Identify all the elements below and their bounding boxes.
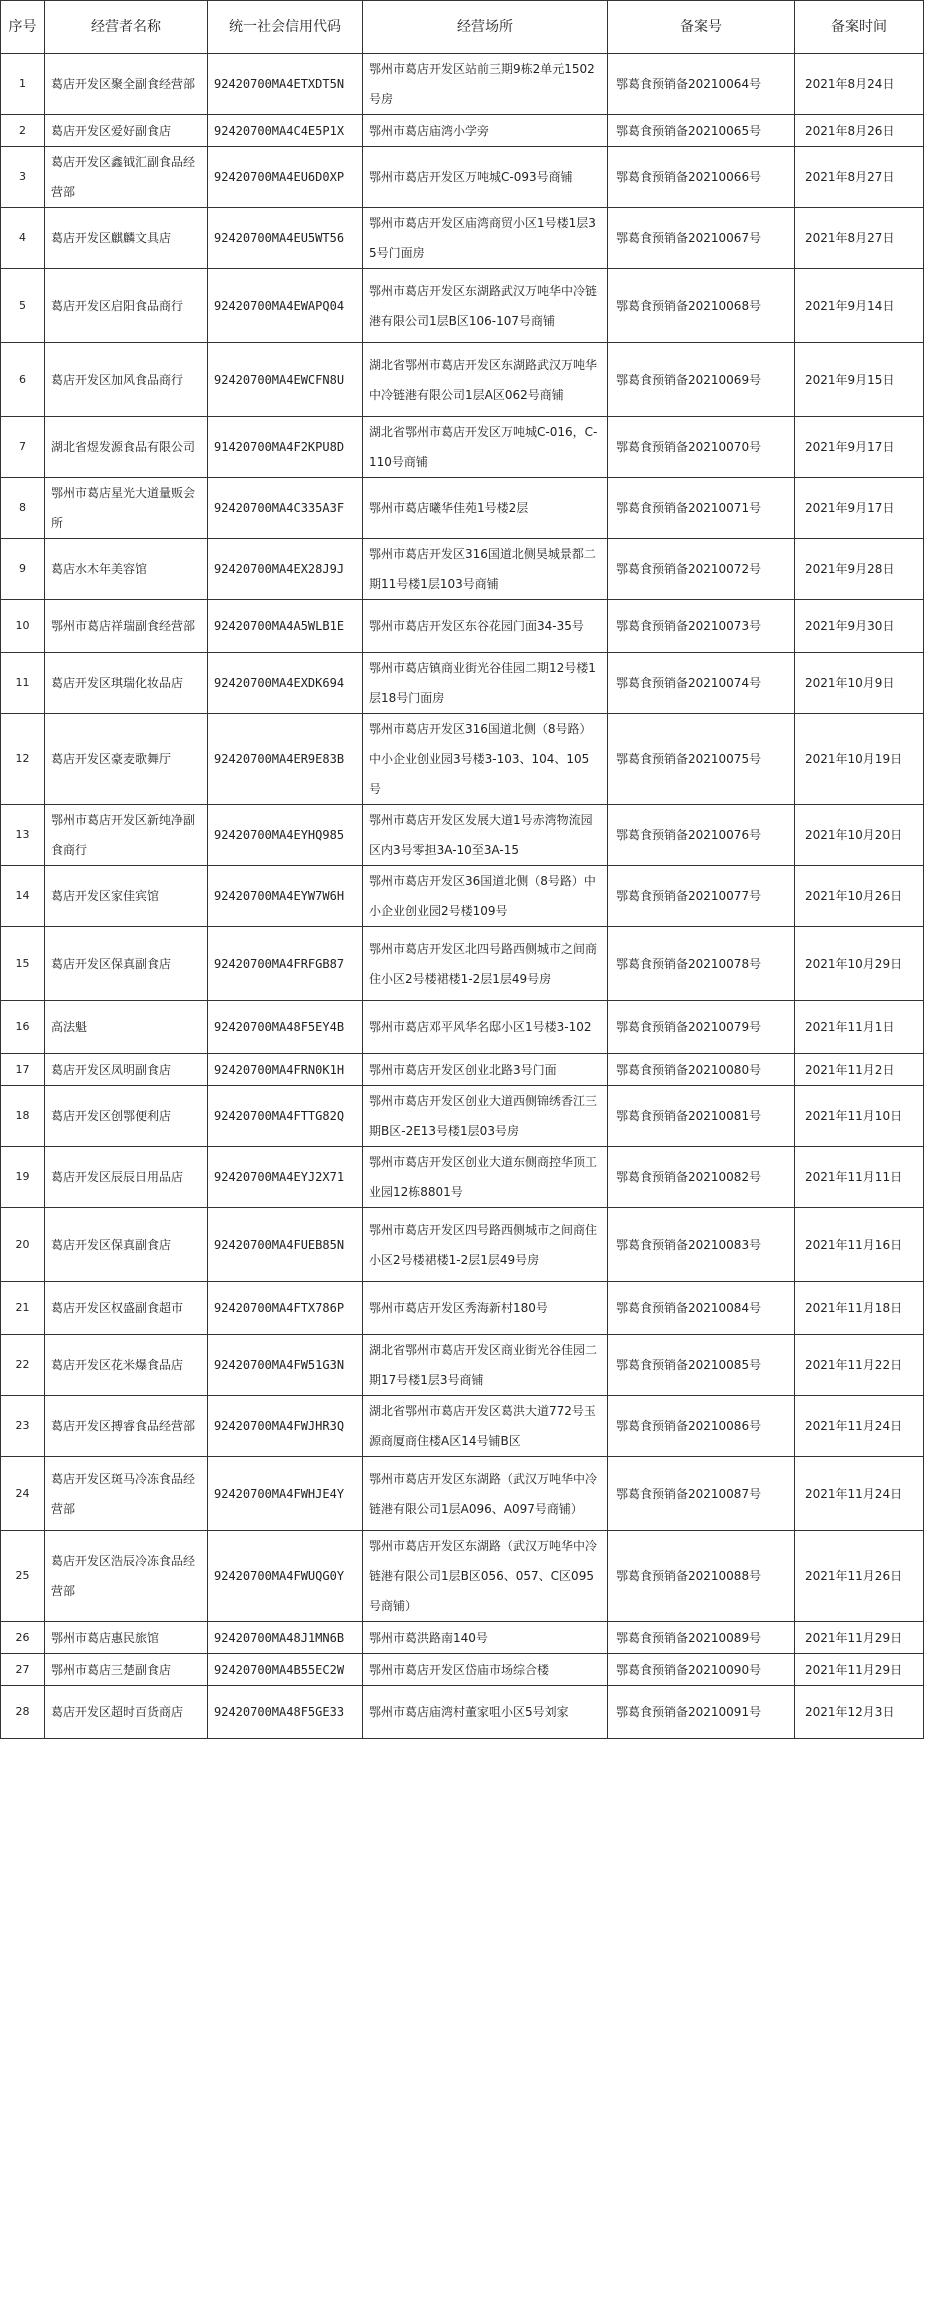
operator-name: 鄂州市葛店惠民旅馆 xyxy=(45,1622,208,1654)
credit-code: 92420700MA4FTTG82Q xyxy=(208,1086,363,1147)
business-address: 鄂州市葛店开发区岱庙市场综合楼 xyxy=(363,1654,608,1686)
operator-name: 鄂州市葛店祥瑞副食经营部 xyxy=(45,600,208,653)
row-number: 3 xyxy=(1,147,45,208)
credit-code: 92420700MA4A5WLB1E xyxy=(208,600,363,653)
table-row xyxy=(1,1086,924,1147)
operator-name: 葛店开发区超时百货商店 xyxy=(45,1686,208,1739)
business-address: 鄂州市葛店开发区北四号路西侧城市之间商住小区2号楼裙楼1-2层1层49号房 xyxy=(363,927,608,1001)
row-number: 19 xyxy=(1,1147,45,1208)
operator-name: 鄂州市葛店三楚副食店 xyxy=(45,1654,208,1686)
row-number: 10 xyxy=(1,600,45,653)
business-address: 鄂州市葛店庙湾小学旁 xyxy=(363,115,608,147)
operator-name: 葛店开发区搏睿食品经营部 xyxy=(45,1396,208,1457)
record-number: 鄂葛食预销备20210091号 xyxy=(608,1686,795,1739)
table-row xyxy=(1,1001,924,1054)
credit-code: 92420700MA4EYW7W6H xyxy=(208,866,363,927)
credit-code: 92420700MA4FWUQG0Y xyxy=(208,1531,363,1622)
credit-code: 92420700MA4FWJHR3Q xyxy=(208,1396,363,1457)
record-number: 鄂葛食预销备20210077号 xyxy=(608,866,795,927)
record-date: 2021年10月9日 xyxy=(795,653,924,714)
table-row xyxy=(1,269,924,343)
credit-code: 92420700MA4B55EC2W xyxy=(208,1654,363,1686)
record-number: 鄂葛食预销备20210082号 xyxy=(608,1147,795,1208)
header-record: 备案号 xyxy=(608,1,795,54)
operator-name: 葛店开发区斑马冷冻食品经营部 xyxy=(45,1457,208,1531)
business-address: 鄂州市葛店开发区36国道北侧（8号路）中小企业创业园2号楼109号 xyxy=(363,866,608,927)
operator-name: 葛店开发区辰辰日用品店 xyxy=(45,1147,208,1208)
record-number: 鄂葛食预销备20210065号 xyxy=(608,115,795,147)
record-number: 鄂葛食预销备20210086号 xyxy=(608,1396,795,1457)
operator-name: 葛店开发区保真副食店 xyxy=(45,927,208,1001)
row-number: 13 xyxy=(1,805,45,866)
record-date: 2021年11月22日 xyxy=(795,1335,924,1396)
record-number: 鄂葛食预销备20210084号 xyxy=(608,1282,795,1335)
business-address: 鄂州市葛店开发区316国道北侧（8号路）中小企业创业园3号楼3-103、104、105号 xyxy=(363,714,608,805)
credit-code: 92420700MA4EYJ2X71 xyxy=(208,1147,363,1208)
table-row xyxy=(1,1457,924,1531)
business-address: 鄂州市葛店开发区创业北路3号门面 xyxy=(363,1054,608,1086)
record-number: 鄂葛食预销备20210064号 xyxy=(608,54,795,115)
record-date: 2021年10月29日 xyxy=(795,927,924,1001)
record-date: 2021年8月26日 xyxy=(795,115,924,147)
business-address: 湖北省鄂州市葛店开发区万吨城C-016，C-110号商铺 xyxy=(363,417,608,478)
operator-name: 葛店开发区花米爆食品店 xyxy=(45,1335,208,1396)
business-address: 鄂州市葛店开发区四号路西侧城市之间商住小区2号楼裙楼1-2层1层49号房 xyxy=(363,1208,608,1282)
record-number: 鄂葛食预销备20210067号 xyxy=(608,208,795,269)
business-address: 鄂州市葛店开发区创业大道西侧锦绣香江三期B区-2E13号楼1层03号房 xyxy=(363,1086,608,1147)
table-row xyxy=(1,147,924,208)
row-number: 21 xyxy=(1,1282,45,1335)
row-number: 27 xyxy=(1,1654,45,1686)
row-number: 4 xyxy=(1,208,45,269)
business-address: 鄂州市葛店开发区万吨城C-093号商铺 xyxy=(363,147,608,208)
record-number: 鄂葛食预销备20210087号 xyxy=(608,1457,795,1531)
table-row xyxy=(1,1622,924,1654)
operator-name: 葛店水木年美容馆 xyxy=(45,539,208,600)
row-number: 28 xyxy=(1,1686,45,1739)
record-date: 2021年11月29日 xyxy=(795,1654,924,1686)
record-date: 2021年11月24日 xyxy=(795,1457,924,1531)
header-no: 序号 xyxy=(1,1,45,54)
row-number: 23 xyxy=(1,1396,45,1457)
operator-name: 葛店开发区爱好副食店 xyxy=(45,115,208,147)
credit-code: 92420700MA4FW51G3N xyxy=(208,1335,363,1396)
credit-code: 92420700MA4EYHQ985 xyxy=(208,805,363,866)
credit-code: 92420700MA4EU6D0XP xyxy=(208,147,363,208)
credit-code: 92420700MA4EU5WT56 xyxy=(208,208,363,269)
operator-name: 葛店开发区创鄂便利店 xyxy=(45,1086,208,1147)
record-date: 2021年8月27日 xyxy=(795,147,924,208)
record-number: 鄂葛食预销备20210076号 xyxy=(608,805,795,866)
business-address: 鄂州市葛店开发区东湖路（武汉万吨华中冷链港有限公司1层A096、A097号商铺） xyxy=(363,1457,608,1531)
table-row xyxy=(1,927,924,1001)
operator-name: 葛店开发区聚全副食经营部 xyxy=(45,54,208,115)
record-date: 2021年10月26日 xyxy=(795,866,924,927)
business-address: 鄂州市葛店开发区东湖路（武汉万吨华中冷链港有限公司1层B区056、057、C区095号商铺） xyxy=(363,1531,608,1622)
operator-name: 葛店开发区麒麟文具店 xyxy=(45,208,208,269)
row-number: 8 xyxy=(1,478,45,539)
record-number: 鄂葛食预销备20210090号 xyxy=(608,1654,795,1686)
record-number: 鄂葛食预销备20210071号 xyxy=(608,478,795,539)
record-date: 2021年11月26日 xyxy=(795,1531,924,1622)
operator-name: 葛店开发区家佳宾馆 xyxy=(45,866,208,927)
table-row xyxy=(1,653,924,714)
operator-name: 葛店开发区豪麦歌舞厅 xyxy=(45,714,208,805)
table-row xyxy=(1,343,924,417)
operator-name: 葛店开发区保真副食店 xyxy=(45,1208,208,1282)
operator-name: 鄂州市葛店开发区新纯净副食商行 xyxy=(45,805,208,866)
table-row xyxy=(1,1654,924,1686)
record-number: 鄂葛食预销备20210074号 xyxy=(608,653,795,714)
row-number: 20 xyxy=(1,1208,45,1282)
record-date: 2021年10月19日 xyxy=(795,714,924,805)
table-row xyxy=(1,1054,924,1086)
row-number: 25 xyxy=(1,1531,45,1622)
credit-code: 92420700MA48J1MN6B xyxy=(208,1622,363,1654)
record-date: 2021年11月24日 xyxy=(795,1396,924,1457)
credit-code: 92420700MA4EWAPQ04 xyxy=(208,269,363,343)
record-date: 2021年9月17日 xyxy=(795,417,924,478)
record-date: 2021年9月17日 xyxy=(795,478,924,539)
business-address: 鄂州市葛店开发区316国道北侧昊城景都二期11号楼1层103号商铺 xyxy=(363,539,608,600)
table-row xyxy=(1,417,924,478)
operator-name: 葛店开发区凤明副食店 xyxy=(45,1054,208,1086)
record-date: 2021年12月3日 xyxy=(795,1686,924,1739)
record-date: 2021年9月14日 xyxy=(795,269,924,343)
record-number: 鄂葛食预销备20210069号 xyxy=(608,343,795,417)
row-number: 12 xyxy=(1,714,45,805)
table-row xyxy=(1,539,924,600)
record-number: 鄂葛食预销备20210068号 xyxy=(608,269,795,343)
record-date: 2021年9月30日 xyxy=(795,600,924,653)
table-row xyxy=(1,1396,924,1457)
table-row xyxy=(1,866,924,927)
table-row xyxy=(1,54,924,115)
record-date: 2021年8月27日 xyxy=(795,208,924,269)
record-number: 鄂葛食预销备20210078号 xyxy=(608,927,795,1001)
record-date: 2021年11月10日 xyxy=(795,1086,924,1147)
credit-code: 92420700MA4EXDK694 xyxy=(208,653,363,714)
credit-code: 92420700MA4FTX786P xyxy=(208,1282,363,1335)
row-number: 11 xyxy=(1,653,45,714)
record-date: 2021年11月16日 xyxy=(795,1208,924,1282)
header-date: 备案时间 xyxy=(795,1,924,54)
table-body xyxy=(1,54,924,1739)
header-row xyxy=(1,1,924,54)
record-date: 2021年11月18日 xyxy=(795,1282,924,1335)
row-number: 15 xyxy=(1,927,45,1001)
table-row xyxy=(1,115,924,147)
record-number: 鄂葛食预销备20210073号 xyxy=(608,600,795,653)
table-row xyxy=(1,714,924,805)
row-number: 24 xyxy=(1,1457,45,1531)
operator-name: 葛店开发区琪瑞化妆品店 xyxy=(45,653,208,714)
credit-code: 92420700MA4ER9E83B xyxy=(208,714,363,805)
operator-name: 湖北省煜发源食品有限公司 xyxy=(45,417,208,478)
credit-code: 92420700MA4EX28J9J xyxy=(208,539,363,600)
row-number: 18 xyxy=(1,1086,45,1147)
header-name: 经营者名称 xyxy=(45,1,208,54)
business-address: 鄂州市葛店开发区东湖路武汉万吨华中冷链港有限公司1层B区106-107号商铺 xyxy=(363,269,608,343)
business-address: 鄂州市葛洪路南140号 xyxy=(363,1622,608,1654)
credit-code: 92420700MA4FRFGB87 xyxy=(208,927,363,1001)
operator-name: 高法魁 xyxy=(45,1001,208,1054)
record-number: 鄂葛食预销备20210083号 xyxy=(608,1208,795,1282)
header-address: 经营场所 xyxy=(363,1,608,54)
operator-name: 葛店开发区浩辰冷冻食品经营部 xyxy=(45,1531,208,1622)
table-row xyxy=(1,1147,924,1208)
record-number: 鄂葛食预销备20210081号 xyxy=(608,1086,795,1147)
business-address: 鄂州市葛店曦华佳苑1号楼2层 xyxy=(363,478,608,539)
record-date: 2021年11月1日 xyxy=(795,1001,924,1054)
credit-code: 92420700MA4FRN0K1H xyxy=(208,1054,363,1086)
operator-name: 葛店开发区权盛副食超市 xyxy=(45,1282,208,1335)
credit-code: 92420700MA4FUEB85N xyxy=(208,1208,363,1282)
table-row xyxy=(1,1531,924,1622)
table-row xyxy=(1,478,924,539)
row-number: 14 xyxy=(1,866,45,927)
record-date: 2021年9月15日 xyxy=(795,343,924,417)
row-number: 1 xyxy=(1,54,45,115)
operator-name: 葛店开发区加风食品商行 xyxy=(45,343,208,417)
row-number: 9 xyxy=(1,539,45,600)
business-address: 鄂州市葛店开发区东谷花园门面34-35号 xyxy=(363,600,608,653)
record-number: 鄂葛食预销备20210085号 xyxy=(608,1335,795,1396)
record-number: 鄂葛食预销备20210088号 xyxy=(608,1531,795,1622)
credit-code: 92420700MA4EWCFN8U xyxy=(208,343,363,417)
table-row xyxy=(1,1335,924,1396)
table-row xyxy=(1,1208,924,1282)
table-row xyxy=(1,805,924,866)
row-number: 16 xyxy=(1,1001,45,1054)
credit-code: 92420700MA4ETXDT5N xyxy=(208,54,363,115)
business-address: 鄂州市葛店庙湾村董家咀小区5号刘家 xyxy=(363,1686,608,1739)
business-address: 鄂州市葛店开发区创业大道东侧商控华顶工业园12栋8801号 xyxy=(363,1147,608,1208)
record-date: 2021年11月11日 xyxy=(795,1147,924,1208)
credit-code: 91420700MA4F2KPU8D xyxy=(208,417,363,478)
business-address: 鄂州市葛店开发区发展大道1号赤湾物流园区内3号零担3A-10至3A-15 xyxy=(363,805,608,866)
business-address: 湖北省鄂州市葛店开发区东湖路武汉万吨华中冷链港有限公司1层A区062号商铺 xyxy=(363,343,608,417)
table-row xyxy=(1,600,924,653)
row-number: 2 xyxy=(1,115,45,147)
table-row xyxy=(1,1686,924,1739)
record-date: 2021年11月2日 xyxy=(795,1054,924,1086)
credit-code: 92420700MA4C4E5P1X xyxy=(208,115,363,147)
credit-code: 92420700MA4FWHJE4Y xyxy=(208,1457,363,1531)
header-code: 统一社会信用代码 xyxy=(208,1,363,54)
record-date: 2021年10月20日 xyxy=(795,805,924,866)
row-number: 5 xyxy=(1,269,45,343)
operator-name: 葛店开发区鑫钺汇副食品经营部 xyxy=(45,147,208,208)
record-date: 2021年11月29日 xyxy=(795,1622,924,1654)
row-number: 26 xyxy=(1,1622,45,1654)
record-number: 鄂葛食预销备20210070号 xyxy=(608,417,795,478)
row-number: 7 xyxy=(1,417,45,478)
record-number: 鄂葛食预销备20210089号 xyxy=(608,1622,795,1654)
business-address: 湖北省鄂州市葛店开发区葛洪大道772号玉源商厦商住楼A区14号铺B区 xyxy=(363,1396,608,1457)
business-address: 鄂州市葛店开发区站前三期9栋2单元1502号房 xyxy=(363,54,608,115)
record-number: 鄂葛食预销备20210072号 xyxy=(608,539,795,600)
credit-code: 92420700MA48F5EY4B xyxy=(208,1001,363,1054)
row-number: 6 xyxy=(1,343,45,417)
record-number: 鄂葛食预销备20210080号 xyxy=(608,1054,795,1086)
business-address: 鄂州市葛店镇商业街光谷佳园二期12号楼1层18号门面房 xyxy=(363,653,608,714)
credit-code: 92420700MA4C335A3F xyxy=(208,478,363,539)
record-date: 2021年9月28日 xyxy=(795,539,924,600)
business-address: 鄂州市葛店开发区庙湾商贸小区1号楼1层35号门面房 xyxy=(363,208,608,269)
business-address: 湖北省鄂州市葛店开发区商业街光谷佳园二期17号楼1层3号商铺 xyxy=(363,1335,608,1396)
table-row xyxy=(1,1282,924,1335)
record-number: 鄂葛食预销备20210075号 xyxy=(608,714,795,805)
row-number: 17 xyxy=(1,1054,45,1086)
record-number: 鄂葛食预销备20210079号 xyxy=(608,1001,795,1054)
credit-code: 92420700MA48F5GE33 xyxy=(208,1686,363,1739)
record-number: 鄂葛食预销备20210066号 xyxy=(608,147,795,208)
operator-name: 鄂州市葛店星光大道量贩会所 xyxy=(45,478,208,539)
business-address: 鄂州市葛店邓平风华名邸小区1号楼3-102 xyxy=(363,1001,608,1054)
business-address: 鄂州市葛店开发区秀海新村180号 xyxy=(363,1282,608,1335)
record-date: 2021年8月24日 xyxy=(795,54,924,115)
row-number: 22 xyxy=(1,1335,45,1396)
table-row xyxy=(1,208,924,269)
operator-name: 葛店开发区启阳食品商行 xyxy=(45,269,208,343)
